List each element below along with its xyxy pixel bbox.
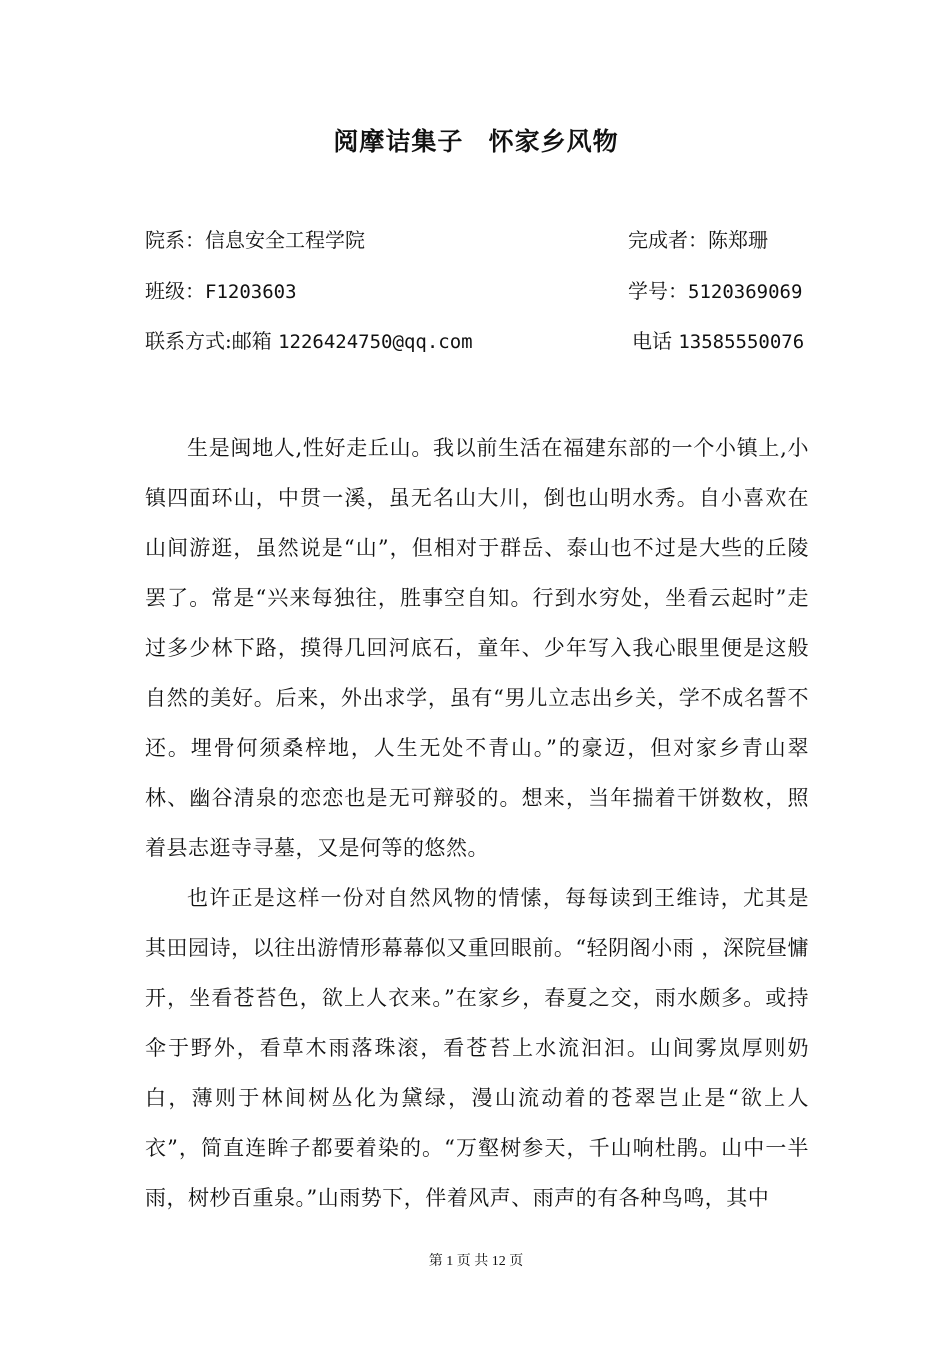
class-info: [145, 276, 297, 307]
paragraph-1: 生是闽地人,性好走丘山。我以前生活在福建东部的一个小镇上,小镇四面环山，中贯一溪，虽无名山大川，倒也山明水秀。自小喜欢在山间游逛，虽然说是“山”，但相对于群岳、泰山也不过是大些的丘陵罢了。常是“兴来每独往，胜事空自知。行到水穷处，坐看云起时”走过多少林下路，摸得几回河底石，童年、少年写入我心眼里便是这般自然的美好。后来，外出求学，虽有“男儿立志出乡关，学不成名誓不还。埋骨何须桑梓地，人生无处不青山。”的豪迈，但对家乡青山翠林、幽谷清泉的恋恋也是无可辩驳的。想来，当年揣着干饼数枚，照着县志逛寺寻墓，又是何等的悠然。: [145, 436, 809, 860]
contact-info: [145, 326, 473, 357]
department-text: 院系：信息安全工程学院: [145, 228, 365, 252]
contact-label: 联系方式:邮箱: [145, 329, 279, 353]
class-value: F1203603: [205, 281, 297, 303]
student-id-value: 5120369069: [688, 281, 803, 303]
essay-body: [145, 423, 809, 1223]
class-label: 班级：: [145, 279, 205, 303]
student-id-info: [628, 276, 802, 307]
page-footer: 第 1 页 共 12 页: [428, 1254, 524, 1269]
document-title: 阅摩诘集子 怀家乡风物: [333, 127, 619, 156]
info-row-contact: [145, 326, 810, 356]
contact-email: 1226424750@qq.com: [278, 331, 473, 353]
phone-value: 13585550076: [678, 331, 805, 353]
info-row-department: [145, 225, 810, 255]
student-id-label: 学号：: [628, 279, 688, 303]
phone-info: [632, 326, 804, 357]
phone-label: 电话: [632, 329, 679, 353]
info-row-class: [145, 276, 810, 306]
paragraph-2: 也许正是这样一份对自然风物的情愫，每每读到王维诗，尤其是其田园诗，以往出游情形幕幕似又重回眼前。“轻阴阁小雨 ，深院昼慵开，坐看苍苔色，欲上人衣来。”在家乡，春夏之交，雨水颇多。或持伞于野外，看草木雨落珠滚，看苍苔上水流汩汩。山间雾岚厚则奶白，薄则于林间树丛化为黛绿，漫山流动着的苍翠岂止是“欲上人衣”，简直连眸子都要着染的。“万壑树参天，千山响杜鹃。山中一半雨，树杪百重泉。”山雨势下，伴着风声、雨声的有各种鸟鸣，其中: [145, 886, 809, 1210]
author-text: 完成者：陈郑珊: [628, 228, 768, 252]
